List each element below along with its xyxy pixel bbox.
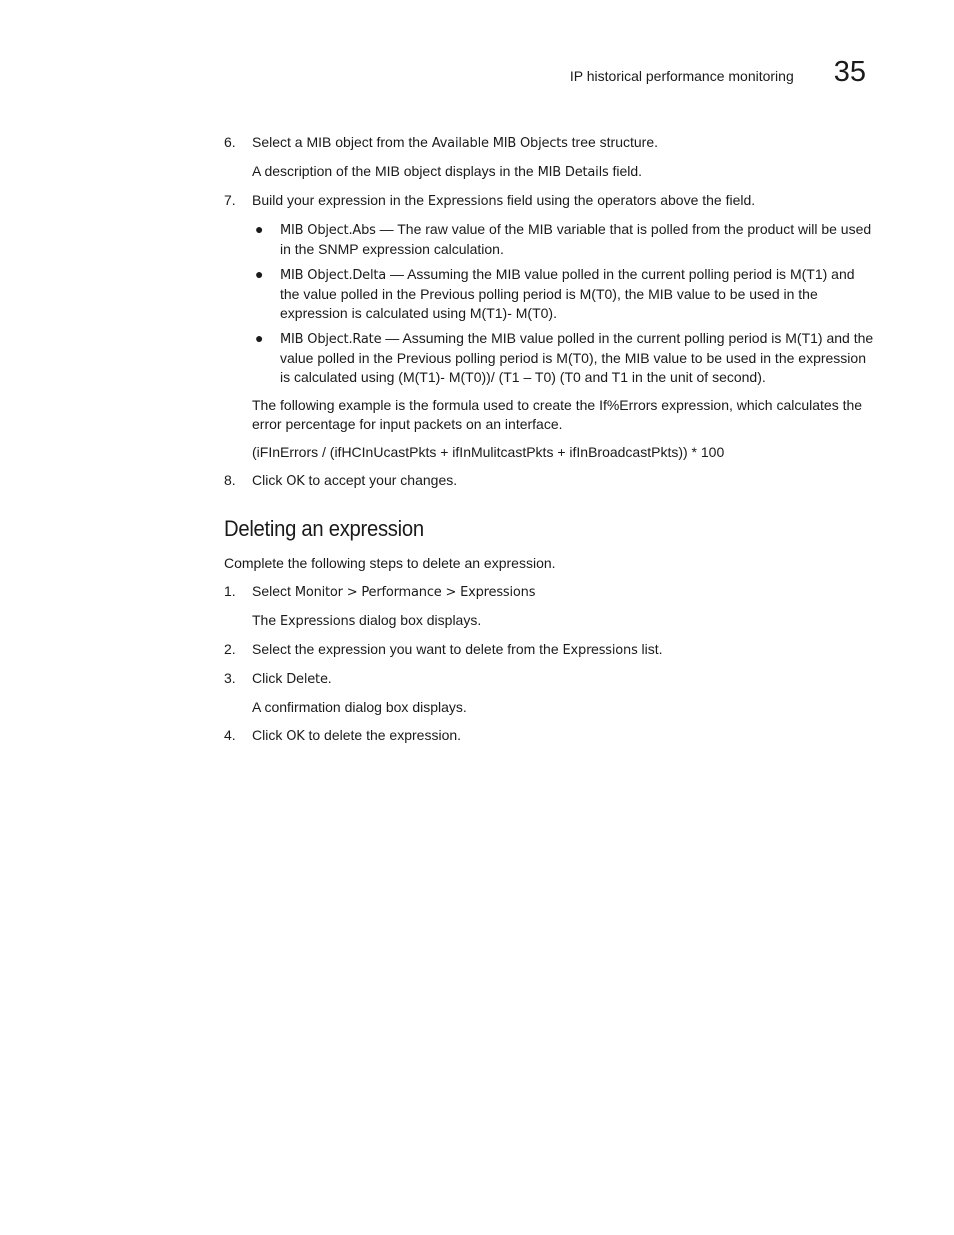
step-text: to accept your changes. xyxy=(304,472,458,488)
step-number: 6. xyxy=(224,134,236,150)
step-8 xyxy=(224,471,874,491)
ui-label: MIB Object.Rate xyxy=(280,332,382,347)
para-text: dialog box displays. xyxy=(355,612,482,628)
bullet-icon: ● xyxy=(255,221,264,237)
step-text: Select the expression you want to delete from the xyxy=(252,641,563,657)
delete-step-3-description: A confirmation dialog box displays. xyxy=(252,699,467,715)
ui-label: MIB Object.Delta xyxy=(280,268,387,283)
step-text: to delete the expression. xyxy=(304,727,462,743)
step-text: tree structure. xyxy=(567,134,659,150)
step-text: Click xyxy=(252,727,287,743)
example-paragraph: The following example is the formula used to create the If%Errors expression, which calculates the error percentage for input packets on an interface. xyxy=(252,397,863,432)
ui-label: OK xyxy=(286,729,305,744)
ui-label: Monitor > Performance > Expressions xyxy=(294,585,536,600)
para-text: A description of the MIB object displays in the xyxy=(252,163,538,179)
bullet-item-abs xyxy=(255,220,874,259)
delete-step-1 xyxy=(224,582,874,602)
step-number: 7. xyxy=(224,192,236,208)
step-text: . xyxy=(327,670,332,686)
page-header xyxy=(570,56,866,89)
ui-label: Expressions xyxy=(562,643,638,658)
step-number: 4. xyxy=(224,727,236,743)
chapter-number: 35 xyxy=(833,56,866,88)
step-6 xyxy=(224,133,874,153)
bullet-text: — Assuming the MIB value polled in the current polling period is M(T1) and the value polled in the Previous polling period is M(T0), the MIB value to be used in the expression is calculated using (M(T1)- M(T0))/ (T1 – T0) (T0 and T1 in the unit of second). xyxy=(280,330,874,385)
main-content xyxy=(224,133,874,755)
ui-label: Delete xyxy=(286,672,328,687)
bullet-text: — The raw value of the MIB variable that is polled from the product will be used in the SNMP expression calculation. xyxy=(280,221,872,257)
delete-step-4 xyxy=(224,726,874,746)
step-text: Select xyxy=(252,583,295,599)
section-heading: Deleting an expression xyxy=(224,516,424,541)
ui-label: OK xyxy=(286,474,305,489)
formula: (iFInErrors / (ifHCInUcastPkts + ifInMulitcastPkts + ifInBroadcastPkts)) * 100 xyxy=(252,444,725,460)
para-text: field. xyxy=(608,163,643,179)
step-number: 2. xyxy=(224,641,236,657)
step-text: field using the operators above the field. xyxy=(503,192,756,208)
step-text: Click xyxy=(252,670,287,686)
para-text: The xyxy=(252,612,281,628)
step-7 xyxy=(224,191,874,211)
delete-step-2 xyxy=(224,640,874,660)
step-text: Build your expression in the xyxy=(252,192,428,208)
ui-label: MIB Details xyxy=(537,165,609,180)
step-number: 1. xyxy=(224,583,236,599)
delete-step-3 xyxy=(224,669,874,689)
ui-label: Available MIB Objects xyxy=(431,136,568,151)
header-title: IP historical performance monitoring xyxy=(569,68,794,84)
step-6-description xyxy=(252,162,874,182)
bullet-icon: ● xyxy=(255,266,264,282)
section-intro: Complete the following steps to delete an expression. xyxy=(224,555,556,571)
step-number: 3. xyxy=(224,670,236,686)
ui-label: Expressions xyxy=(427,194,504,209)
ui-label: Expressions xyxy=(280,614,356,629)
step-text: Select a MIB object from the xyxy=(252,134,432,150)
bullet-item-rate xyxy=(255,329,874,387)
step-number: 8. xyxy=(224,472,236,488)
bullet-item-delta xyxy=(255,265,874,323)
step-text: Click xyxy=(252,472,287,488)
bullet-text: — Assuming the MIB value polled in the current polling period is M(T1) and the value polled in the Previous polling period is M(T0), the MIB value to be used in the expression is calculated using M(T1)- M(T0). xyxy=(280,266,855,321)
ui-label: MIB Object.Abs xyxy=(280,223,376,238)
bullet-icon: ● xyxy=(255,330,264,346)
delete-step-1-description xyxy=(252,611,874,631)
step-text: list. xyxy=(637,641,663,657)
